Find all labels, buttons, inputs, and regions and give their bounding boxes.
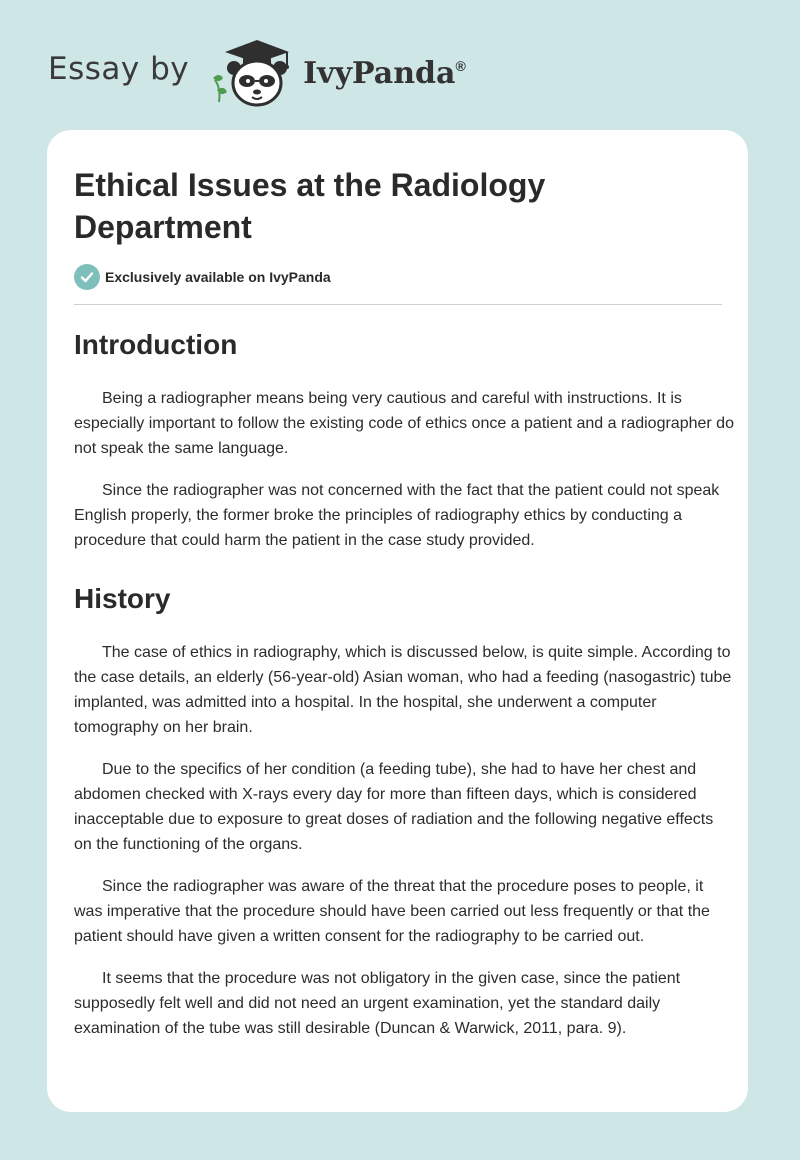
brand-text: IvyPanda xyxy=(303,55,456,91)
paragraph: It seems that the procedure was not obligatory in the given case, since the patient supposedly felt well and did not need an urgent examination, yet the standard daily examination of the tube was still desirable (Duncan & Warwick, 2011, para. 9). xyxy=(74,970,681,1037)
essay-card xyxy=(47,130,748,1112)
check-icon xyxy=(74,264,100,290)
site-header xyxy=(48,36,548,108)
paragraph: Due to the specifics of her condition (a feeding tube), she had to have her chest and abdomen checked with X-rays every day for more than fifteen days, which is considered inacceptable due to exposure to great doses of radiation and the following negative effects on the functioning of the organs. xyxy=(74,761,714,853)
paragraph: Since the radiographer was aware of the threat that the procedure poses to people, it was imperative that the procedure should have been carried out less frequently or that the patient should have given a written consent for the radiography to be carried out. xyxy=(74,878,710,945)
section-heading-introduction: Introduction xyxy=(74,329,238,360)
registered-mark: ® xyxy=(455,57,466,74)
exclusive-text: Exclusively available on IvyPanda xyxy=(105,269,331,285)
ivypanda-logo-icon[interactable] xyxy=(207,36,297,108)
paragraph: The case of ethics in radiography, which is discussed below, is quite simple. According to the case details, an elderly (56-year-old) Asian woman, who had a feeding (nasogastric) tube implanted, was admitted into a hospital. In the hospital, she underwent a computer tomography on her brain. xyxy=(74,644,732,736)
page-title: Ethical Issues at the Radiology Department xyxy=(74,167,546,245)
divider xyxy=(74,304,722,305)
brand-name[interactable] xyxy=(303,56,466,91)
essay-by-label: Essay by xyxy=(48,51,190,87)
exclusive-badge xyxy=(74,262,722,292)
paragraph: Since the radiographer was not concerned with the fact that the patient could not speak English properly, the former broke the principles of radiography ethics by conducting a procedure that could harm the patient in the case study provided. xyxy=(74,482,720,549)
section-heading-history: History xyxy=(74,583,171,614)
paragraph: Being a radiographer means being very cautious and careful with instructions. It is especially important to follow the existing code of ethics once a patient and a radiographer do not speak the same language. xyxy=(74,390,734,457)
